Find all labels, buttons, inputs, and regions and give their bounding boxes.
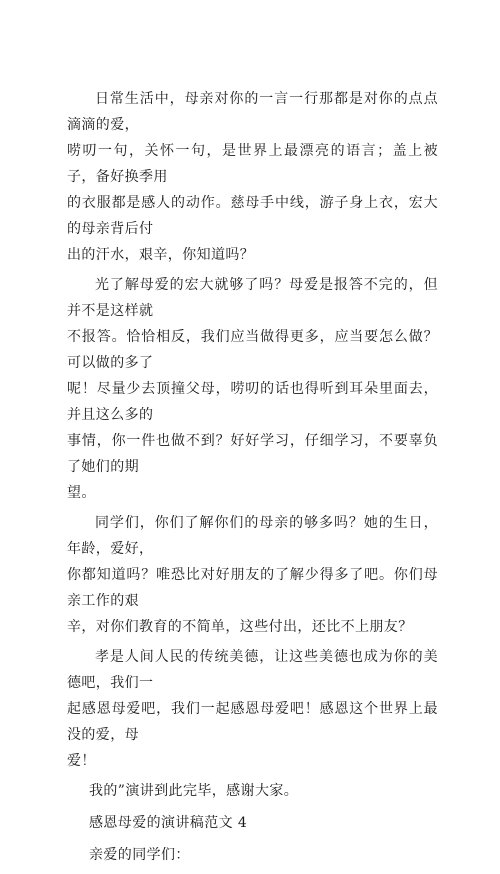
section-heading: 感恩母爱的演讲稿范文 4 bbox=[89, 815, 248, 831]
paragraph-line: 辛，对你们教育的不简单，这些付出，还比不上朋友？ bbox=[67, 619, 413, 635]
paragraph-line: 事情，你一件也做不到？好好学习，仔细学习，不要辜负了她们的期 bbox=[67, 433, 438, 475]
paragraph-line: 孝是人间人民的传统美德，让这些美德也成为你的美德吧，我们一 bbox=[67, 649, 438, 691]
paragraph-line: 出的汗水，艰辛，你知道吗？ bbox=[67, 247, 255, 263]
paragraph-1 bbox=[67, 86, 438, 268]
paragraph-line: 唠叨一句，关怀一句，是世界上最漂亮的语言；盖上被子，备好换季用 bbox=[67, 143, 438, 185]
salutation: 亲爱的同学们： bbox=[89, 847, 190, 863]
paragraph-line: 望。 bbox=[67, 485, 96, 501]
paragraph-line: 呢！尽量少去顶撞父母，唠叨的话也得听到耳朵里面去，并且这么多的 bbox=[67, 381, 438, 423]
paragraph-line: 爱！ bbox=[67, 753, 96, 769]
paragraph-line: 同学们，你们了解你们的母亲的够多吗？她的生日，年龄，爱好， bbox=[67, 515, 438, 557]
paragraph-4 bbox=[67, 644, 438, 774]
paragraph-2 bbox=[67, 272, 438, 506]
closing-line: 我的”演讲到此完毕，感谢大家。 bbox=[89, 783, 299, 799]
paragraph-line: 不报答。恰恰相反，我们应当做得更多，应当要怎么做？可以做的多了 bbox=[67, 329, 438, 371]
paragraph-3 bbox=[67, 510, 438, 640]
paragraph-line: 起感恩母爱吧，我们一起感恩母爱吧！感恩这个世界上最没的爱，母 bbox=[67, 701, 438, 743]
paragraph-line: 光了解母爱的宏大就够了吗？母爱是报答不完的，但并不是这样就 bbox=[67, 277, 438, 319]
paragraph-line: 日常生活中，母亲对你的一言一行那都是对你的点点滴滴的爱， bbox=[67, 91, 438, 133]
paragraph-line: 你都知道吗？唯恐比对好朋友的了解少得多了吧。你们母亲工作的艰 bbox=[67, 567, 438, 609]
paragraph-line: 的衣服都是感人的动作。慈母手中线，游子身上衣，宏大的母亲背后付 bbox=[67, 195, 438, 237]
document-body bbox=[67, 86, 438, 874]
